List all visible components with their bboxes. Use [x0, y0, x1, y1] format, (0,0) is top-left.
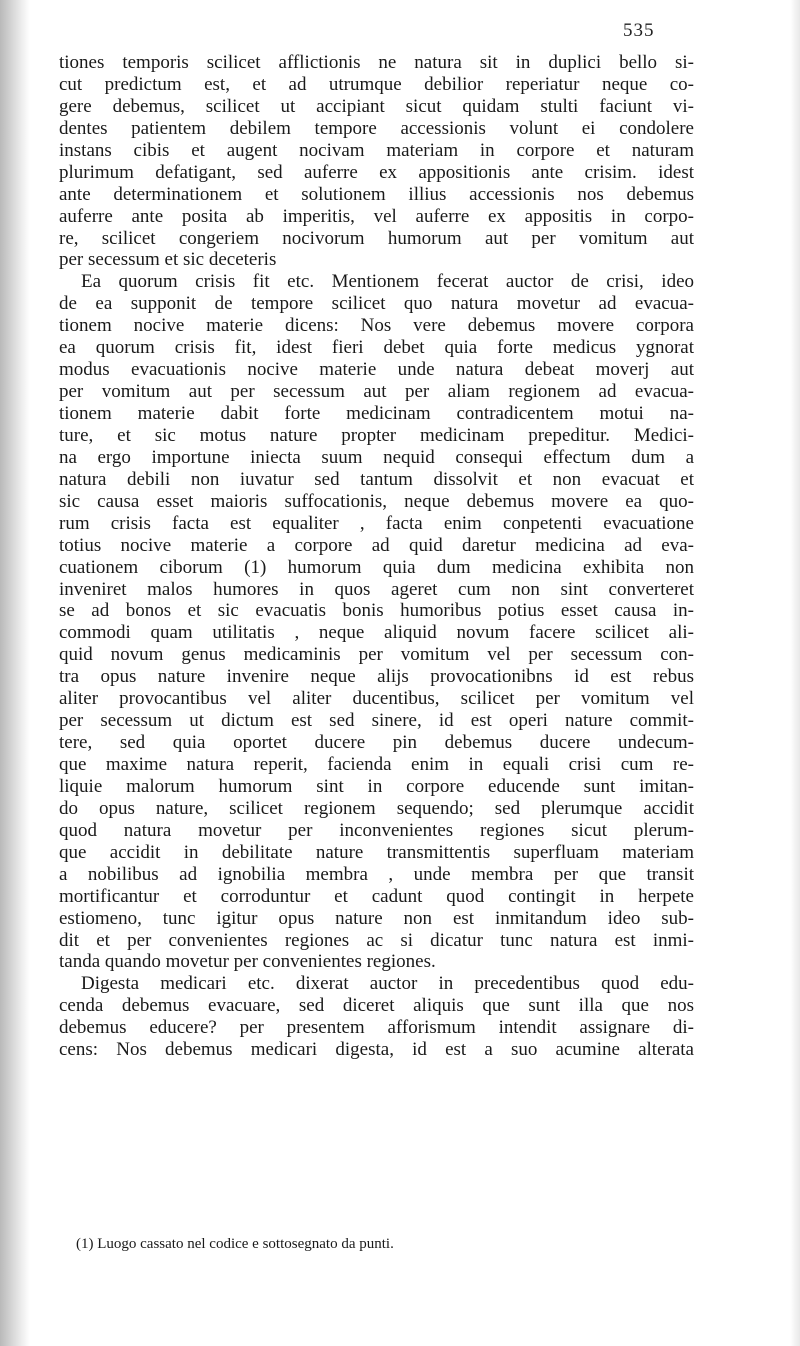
text-line: estiomeno, tunc igitur opus nature non est inmitandum ideo sub-: [59, 907, 694, 929]
text-line: mortificantur et corroduntur et cadunt quod contingit in herpete: [59, 885, 694, 907]
text-line: instans cibis et augent nocivam materiam in corpore et naturam: [59, 139, 694, 161]
text-line: liquie malorum humorum sint in corpore educende sunt imitan-: [59, 775, 694, 797]
text-line: tiones temporis scilicet afflictionis ne natura sit in duplici bello si-: [59, 52, 694, 73]
text-line: sic causa esset maioris suffocationis, neque debemus movere ea quo-: [59, 490, 694, 512]
text-line: do opus nature, scilicet regionem sequendo; sed plerumque accidit: [59, 797, 694, 819]
text-line: re, scilicet congeriem nocivorum humorum aut per vomitum aut: [59, 227, 694, 249]
text-line: cut predictum est, et ad utrumque debilior reperiatur neque co-: [59, 73, 694, 95]
text-line: debemus educere? per presentem afforismum intendit assignare di-: [59, 1017, 694, 1039]
text-line: totius nocive materie a corpore ad quid daretur medicina ad eva-: [59, 534, 694, 556]
page-number: 535: [623, 20, 655, 41]
text-line: rum crisis facta est equaliter , facta enim conpetenti evacuatione: [59, 512, 694, 534]
text-line: dentes patientem debilem tempore accessionis volunt ei condolere: [59, 117, 694, 139]
text-line: Ea quorum crisis fit etc. Mentionem fecerat auctor de crisi, ideo: [81, 271, 694, 293]
body-text: [59, 52, 694, 1061]
text-line: tanda quando movetur per convenientes regiones.: [59, 951, 436, 973]
text-line: que accidit in debilitate nature transmittentis superfluam materiam: [59, 841, 694, 863]
text-line: tra opus nature invenire neque alijs provocationibns id est rebus: [59, 666, 694, 688]
text-line: a nobilibus ad ignobilia membra , unde membra per que transit: [59, 863, 694, 885]
text-line: inveniret malos humores in quos ageret cum non sint converteret: [59, 578, 694, 600]
text-line: na ergo importune iniecta suum nequid consequi effectum dum a: [59, 446, 694, 468]
text-line: commodi quam utilitatis , neque aliquid novum facere scilicet ali-: [59, 622, 694, 644]
text-line: ture, et sic motus nature propter medicinam prepeditur. Medici-: [59, 424, 694, 446]
text-line: gere debemus, scilicet ut accipiant sicut quidam stulti faciunt vi-: [59, 95, 694, 117]
text-line: cuationem ciborum (1) humorum quia dum medicina exhibita non: [59, 556, 694, 578]
text-line: per secessum et sic deceteris: [59, 249, 277, 271]
text-line: modus evacuationis nocive materie unde natura debeat moverj aut: [59, 359, 694, 381]
text-line: per vomitum aut per secessum aut per aliam regionem ad evacua-: [59, 381, 694, 403]
text-line: natura debili non iuvatur sed tantum dissolvit et non evacuat et: [59, 468, 694, 490]
text-line: se ad bonos et sic evacuatis bonis humoribus potius esset causa in-: [59, 600, 694, 622]
text-line: tere, sed quia oportet ducere pin debemus ducere undecum-: [59, 732, 694, 754]
text-line: quod natura movetur per inconvenientes regiones sicut plerum-: [59, 819, 694, 841]
text-line: per secessum ut dictum est sed sinere, id est operi nature commit-: [59, 710, 694, 732]
text-line: aliter provocantibus vel aliter ducentibus, scilicet per vomitum vel: [59, 688, 694, 710]
page-gutter-shadow: [0, 0, 30, 1346]
text-line: auferre ante posita ab imperitis, vel auferre ex appositis in corpo-: [59, 205, 694, 227]
footnote: (1) Luogo cassato nel codice e sottosegnato da punti.: [76, 1236, 394, 1252]
text-line: ante determinationem et solutionem illius accessionis nos debemus: [59, 183, 694, 205]
text-line: ea quorum crisis fit, idest fieri debet quia forte medicus ygnorat: [59, 337, 694, 359]
text-line: que maxime natura reperit, facienda enim in equali crisi cum re-: [59, 754, 694, 775]
text-line: Digesta medicari etc. dixerat auctor in precedentibus quod edu-: [81, 973, 694, 995]
text-line: dit et per convenientes regiones ac si dicatur tunc natura est inmi-: [59, 929, 694, 951]
text-line: cens: Nos debemus medicari digesta, id est a suo acumine alterata: [59, 1039, 694, 1061]
text-line: de ea supponit de tempore scilicet quo natura movetur ad evacua-: [59, 293, 694, 315]
text-line: tionem materie dabit forte medicinam contradicentem motui na-: [59, 403, 694, 424]
text-line: plurimum defatigant, sed auferre ex appositionis ante crisim. idest: [59, 161, 694, 183]
text-line: quid novum genus medicaminis per vomitum vel per secessum con-: [59, 644, 694, 666]
text-line: cenda debemus evacuare, sed diceret aliquis que sunt illa que nos: [59, 995, 694, 1017]
page-edge: [790, 0, 800, 1346]
text-line: tionem nocive materie dicens: Nos vere debemus movere corpora: [59, 315, 694, 337]
